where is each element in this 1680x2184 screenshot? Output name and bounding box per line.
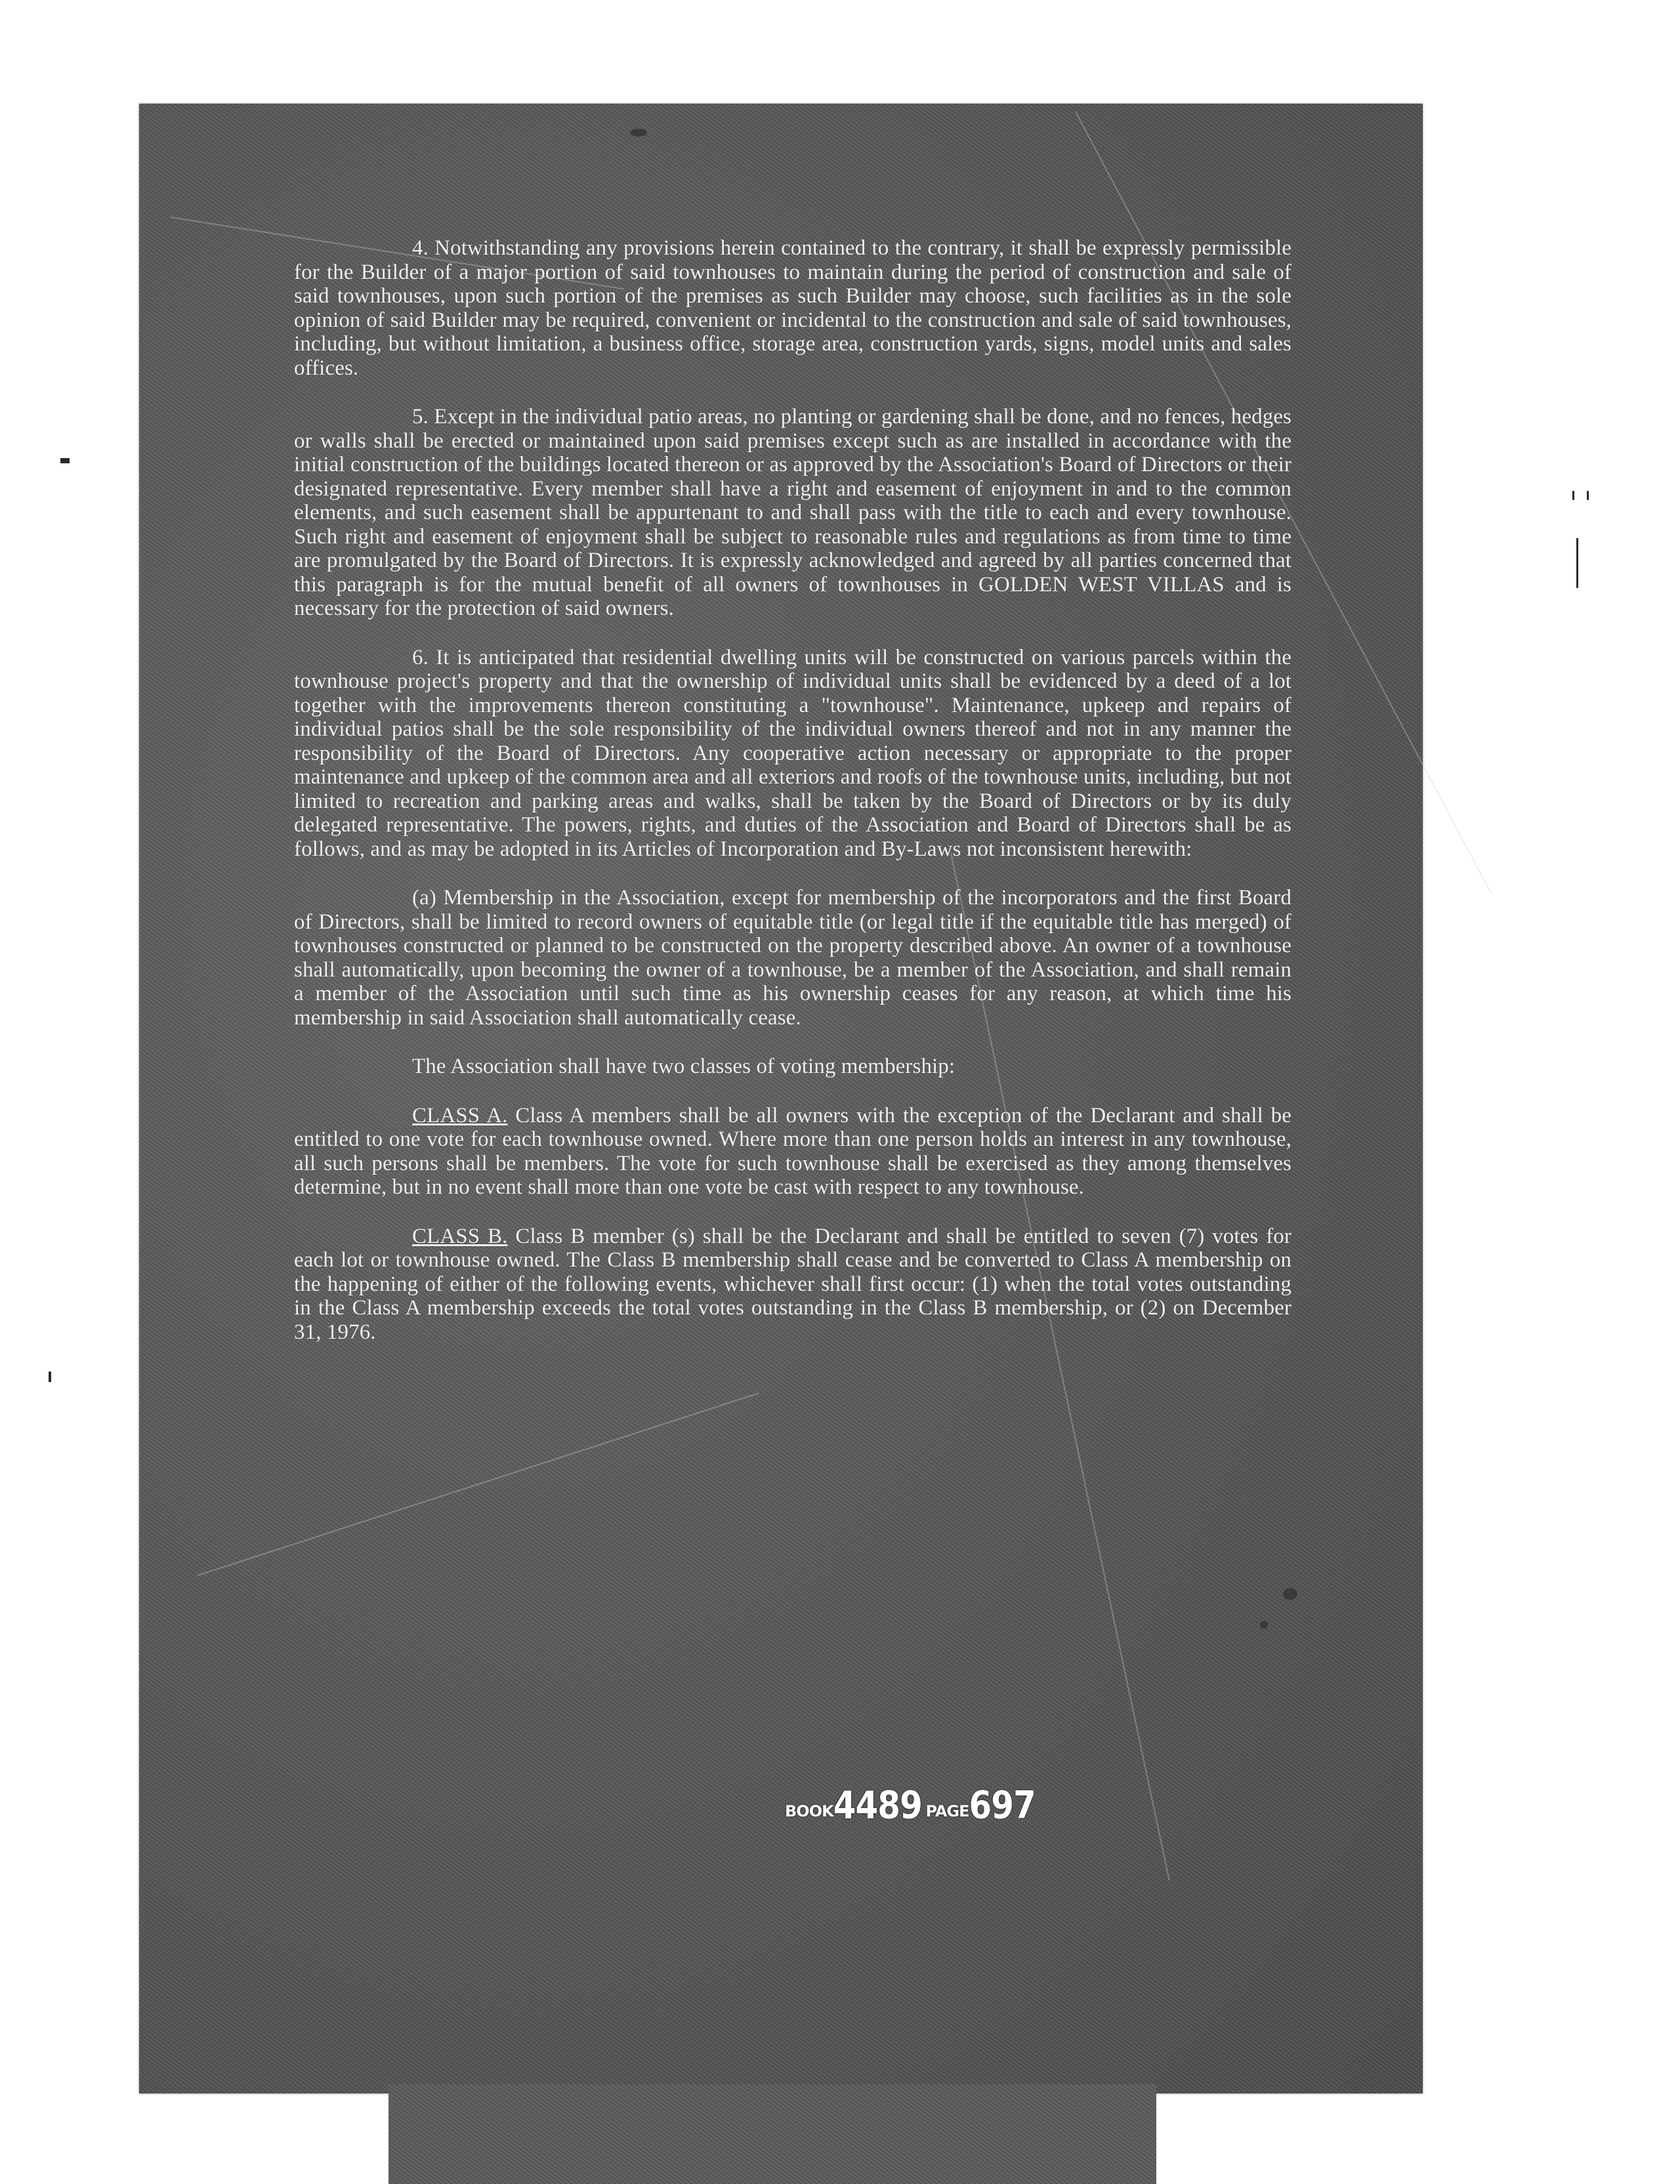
- scan-speck: [1283, 1588, 1297, 1600]
- paragraph-voting-classes: The Association shall have two classes of voting membership:: [412, 1055, 956, 1078]
- margin-mark: [1576, 538, 1578, 588]
- margin-mark: [49, 1372, 51, 1382]
- margin-mark: [1587, 491, 1589, 500]
- margin-mark: [60, 458, 70, 463]
- class-a-text: Class A members shall be all owners with the exception of the Declarant and shall be entitled to one vote for each townhouse owned. Where more than one person holds an interest in any townhouse, all such persons shall be members. The vote for such townhouse shall be exercised as they among themselves determine, but in no event shall more than one vote be cast with respect to any townhouse.: [294, 1103, 1292, 1199]
- book-page-reference: [785, 1783, 1036, 1828]
- scanned-page-bottom-tab: [388, 2084, 1156, 2184]
- page-number: 697: [969, 1783, 1036, 1828]
- class-b-text: Class B member (s) shall be the Declarant and shall be entitled to seven (7) votes for each lot or townhouse owned. The Class B membership shall cease and be converted to Class A membership on the happening of either of the following events, whichever shall first occur: (1) when the total votes outstanding in the Class A membership exceeds the total votes outstanding in the Class B membership, or (2) on December 31, 1976.: [294, 1224, 1292, 1344]
- class-a-label: CLASS A.: [412, 1103, 508, 1127]
- paragraph-6: 6. It is anticipated that residential dwelling units will be constructed on various parcels within the townhouse project's property and that the ownership of individual units shall be evidenced by a deed of a lot together with the improvements thereon constituting a "townhouse". Maintenance, upkeep and repairs of individual patios shall be the sole responsibility of the individual owners thereof and not in any manner the responsibility of the Board of Directors. Any cooperative action necessary or appropriate to the proper maintenance and upkeep of the common area and all exteriors and roofs of the townhouse units, including, but not limited to recreation and parking areas and walks, shall be taken by the Board of Directors or by its duly delegated representative. The powers, rights, and duties of the Association and Board of Directors shall be as follows, and as may be adopted in its Articles of Incorporation and By-Laws not inconsistent herewith:: [294, 645, 1292, 861]
- paragraph-class-a: [294, 1104, 1292, 1200]
- paragraph-5: 5. Except in the individual patio areas, no planting or gardening shall be done, and no fences, hedges or walls shall be erected or maintained upon said premises except such as are installed in accordance with the initial construction of the buildings located thereon or as approved by the Association's Board of Directors or their designated representative. Every member shall have a right and easement of enjoyment in and to the common elements, and such easement shall be appurtenant to and shall pass with the title to each and every townhouse. Such right and easement of enjoyment shall be subject to reasonable rules and regulations as from time to time are promulgated by the Board of Directors. It is expressly acknowledged and agreed by all parties concerned that this paragraph is for the mutual benefit of all owners of townhouses in GOLDEN WEST VILLAS and is necessary for the protection of said owners.: [294, 405, 1292, 620]
- paragraph-6a-membership: (a) Membership in the Association, except for membership of the incorporators and the first Board of Directors, shall be limited to record owners of equitable title (or legal title if the equitable title has merged) of townhouses constructed or planned to be constructed on the property described above. An owner of a townhouse shall automatically, upon becoming the owner of a townhouse, be a member of the Association, and shall remain a member of the Association until such time as his ownership ceases for any reason, at which time his membership in said Association shall automatically cease.: [294, 886, 1292, 1030]
- book-number: 4489: [833, 1783, 922, 1828]
- document-body: [294, 236, 1292, 1344]
- page-label: PAGE: [925, 1802, 969, 1820]
- scan-speck: [630, 129, 647, 136]
- paragraph-class-b: [294, 1225, 1292, 1345]
- paragraph-4: 4. Notwithstanding any provisions herein contained to the contrary, it shall be expressly permissible for the Builder of a major portion of said townhouses to maintain during the period of construction and sale of said townhouses, upon such portion of the premises as such Builder may choose, such facilities as in the sole opinion of said Builder may be required, convenient or incidental to the construction and sale of said townhouses, including, but without limitation, a business office, storage area, construction yards, signs, model units and sales offices.: [294, 236, 1292, 380]
- scan-speck: [1260, 1621, 1268, 1629]
- book-label: BOOK: [785, 1802, 833, 1820]
- class-b-label: CLASS B.: [412, 1224, 508, 1248]
- margin-mark: [1572, 491, 1574, 500]
